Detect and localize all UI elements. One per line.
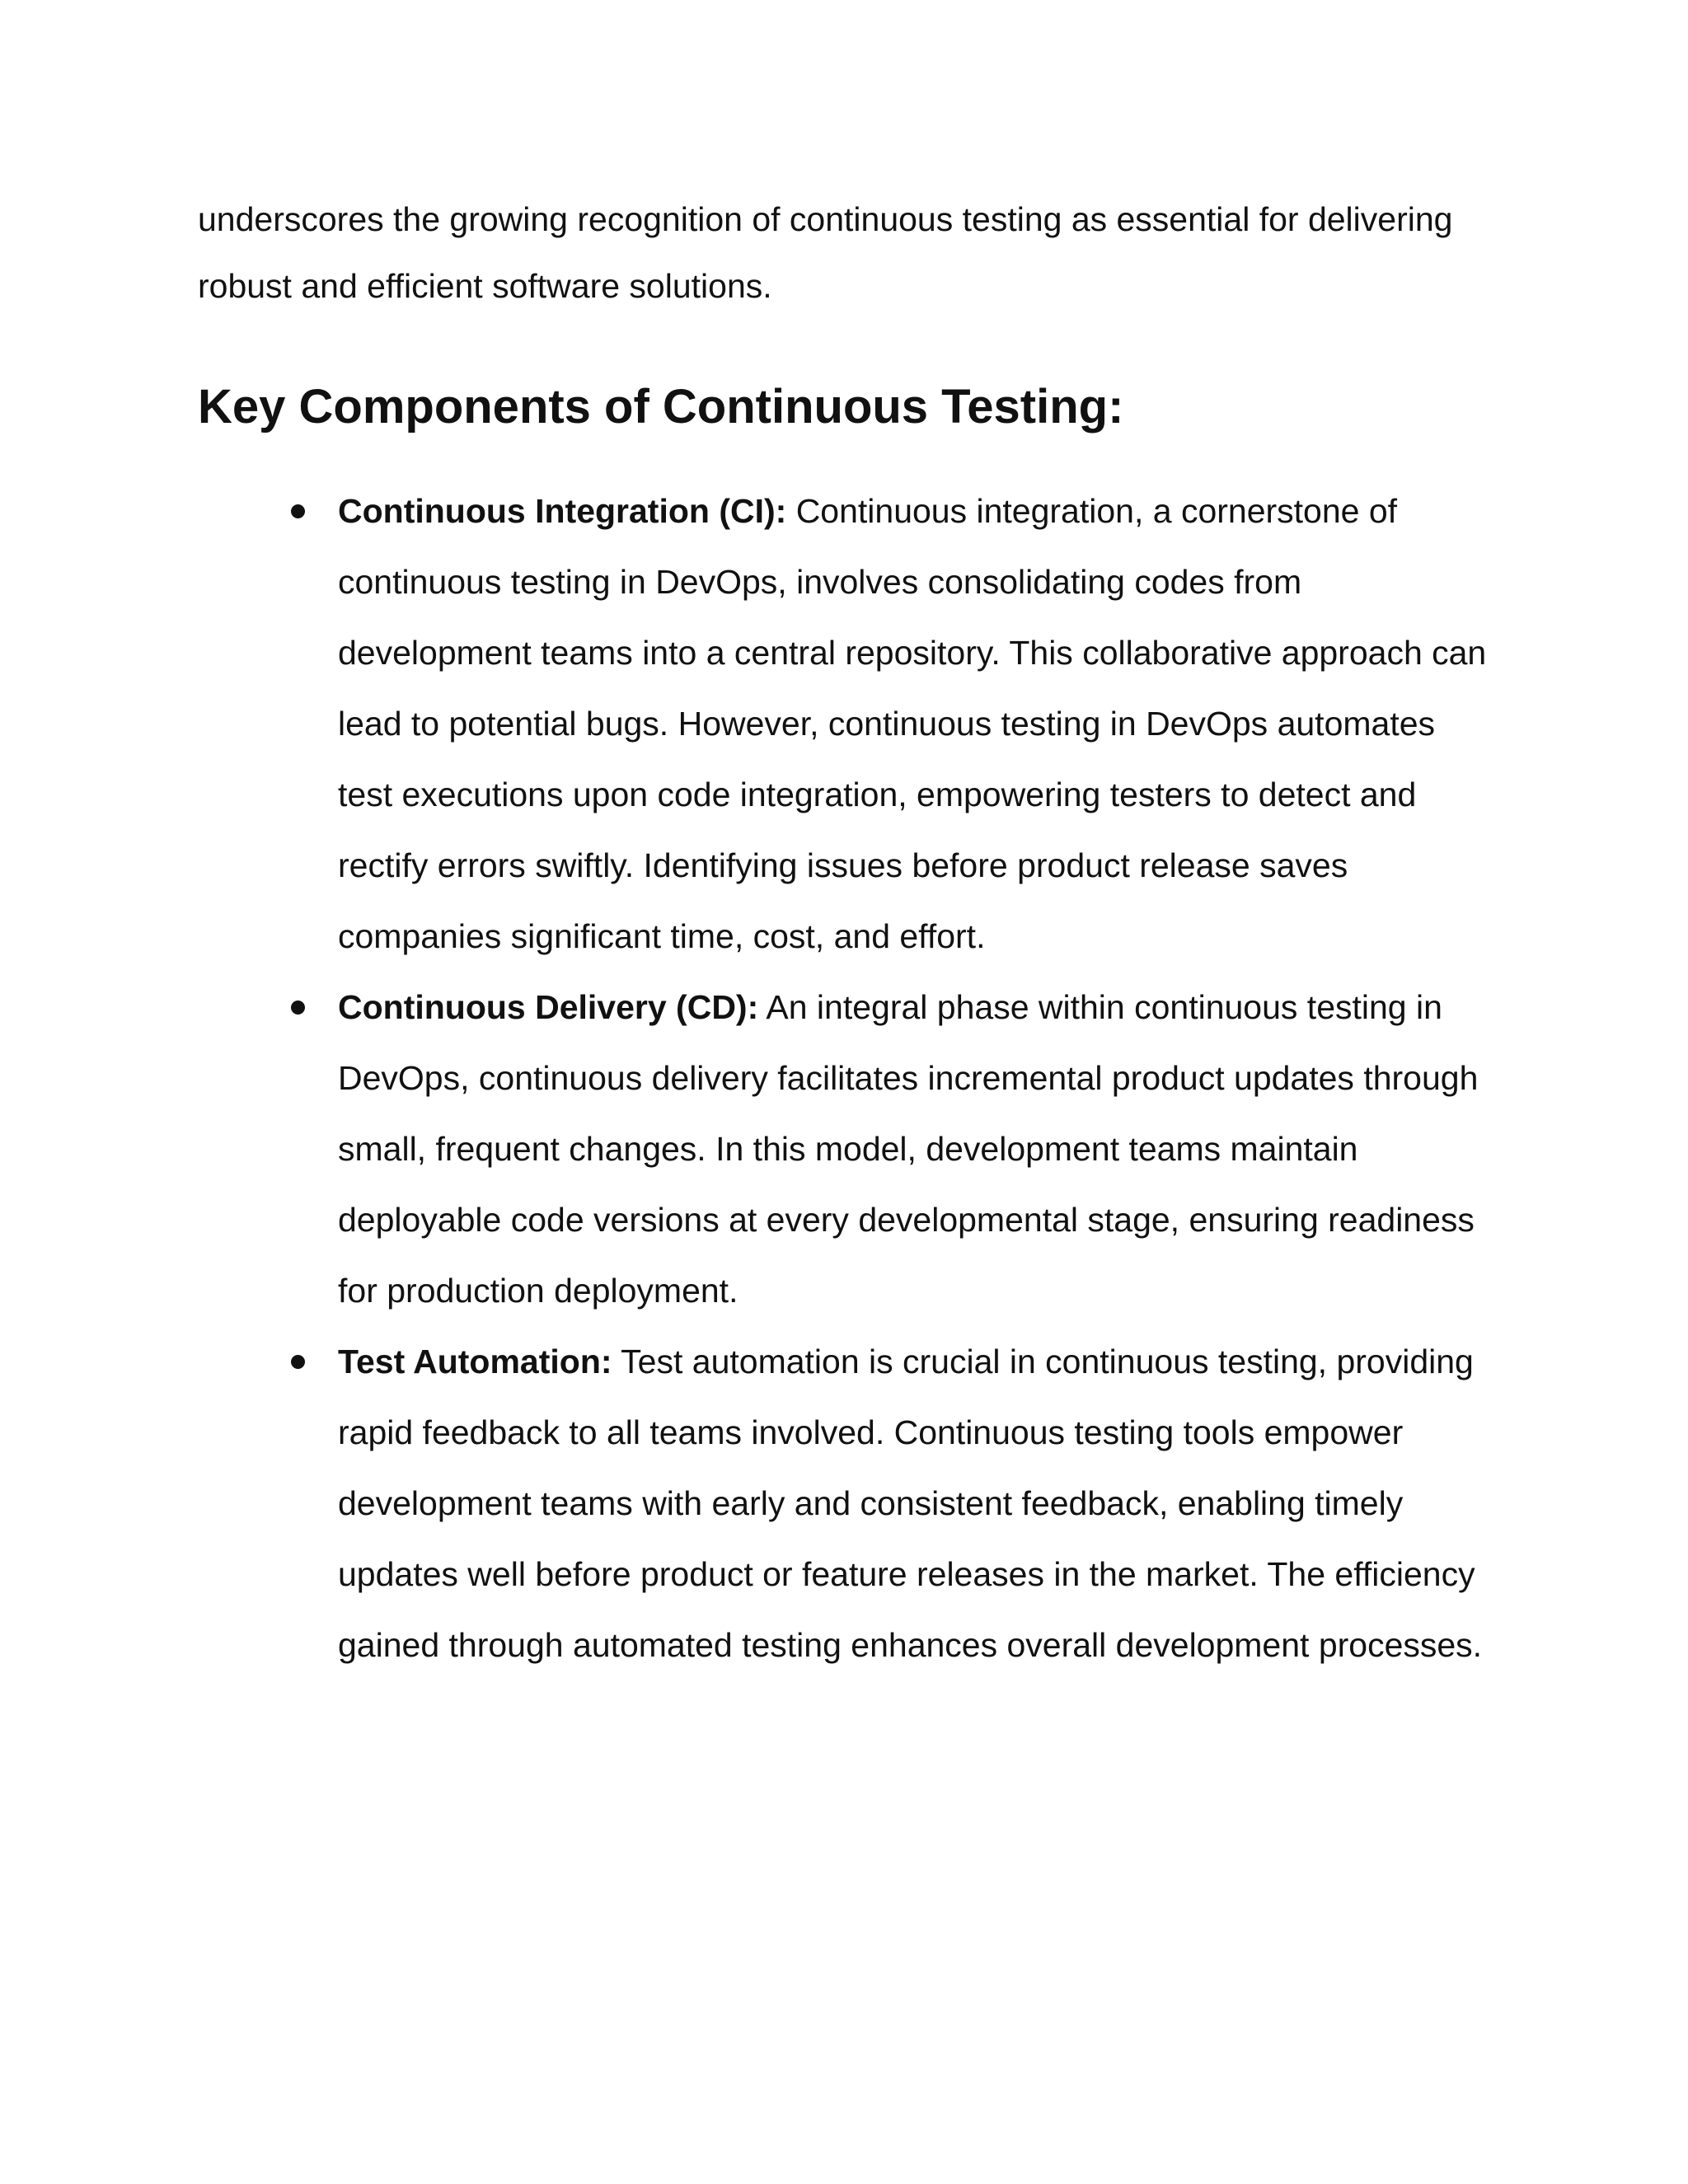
section-heading: Key Components of Continuous Testing: [198, 380, 1124, 434]
list-item-description: An integral phase within continuous testing in DevOps, continuous delivery facilitates incremental product updates through small, frequent changes. In this model, development teams maintain deployable code versions at every developmental stage, ensuring readiness for production deployment. [338, 988, 1479, 1310]
bullet-icon [288, 972, 307, 1043]
bullet-icon [288, 1326, 307, 1397]
intro-paragraph: underscores the growing recognition of continuous testing as essential for delivering robust and efficient software solutions. [198, 200, 1453, 305]
list-item-description: Test automation is crucial in continuous testing, providing rapid feedback to all teams involved. Continuous testing tools empower development teams with early and consistent feedback, enabling timely updates well before product or feature releases in the market. The efficiency gained through automated testing enhances overall development processes. [338, 1343, 1483, 1664]
list-item-description: Continuous integration, a cornerstone of continuous testing in DevOps, involves consolidating codes from development teams into a central repository. This collaborative approach can lead to potential bugs. However, continuous testing in DevOps automates test executions upon code integration, empowering testers to detect and rectify errors swiftly. Identifying issues before product release saves companies significant time, cost, and effort. [338, 492, 1487, 955]
list-item-text [338, 972, 1492, 1326]
list-item-continuous-delivery [0, 972, 1688, 1326]
list-item-term: Test Automation: [338, 1343, 612, 1380]
list-item-text [338, 1326, 1492, 1680]
list-item-term: Continuous Delivery (CD): [338, 988, 759, 1026]
components-list [0, 476, 1688, 1680]
list-item-test-automation [0, 1326, 1688, 1680]
list-item-continuous-integration [0, 476, 1688, 972]
list-item-text [338, 476, 1492, 972]
bullet-icon [288, 476, 307, 546]
list-item-term: Continuous Integration (CI): [338, 492, 787, 530]
